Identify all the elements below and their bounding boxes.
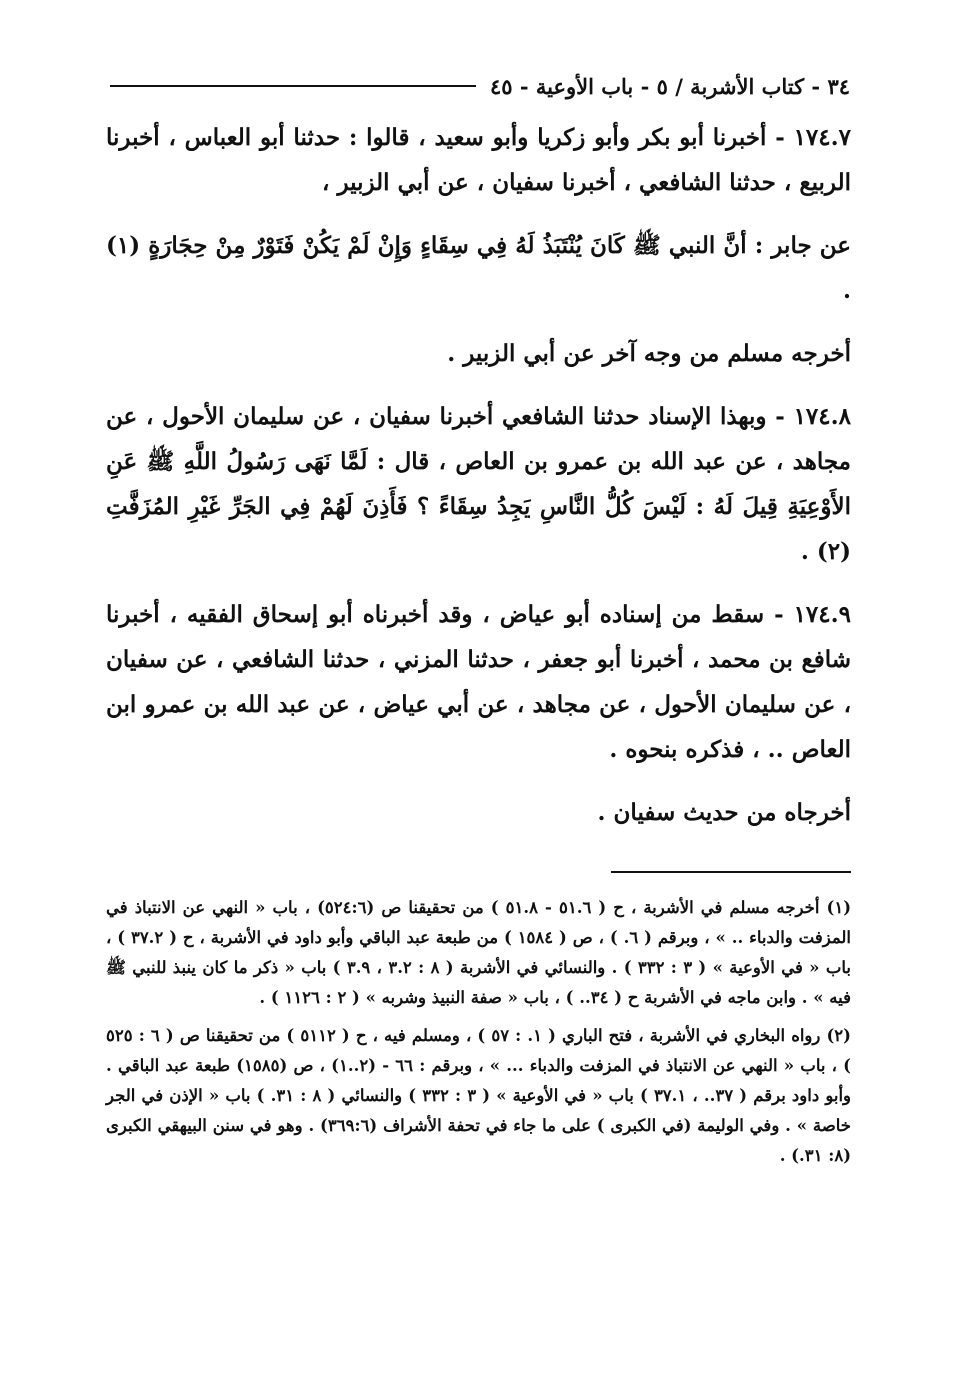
running-head-title: ٣٤ - كتاب الأشربة / ٥ - باب الأوعية - ٤٥	[489, 73, 850, 99]
running-head	[110, 66, 850, 106]
hadith-number: ١٧٤.٨ -	[775, 403, 851, 430]
paragraph-174-9	[106, 592, 851, 772]
footnote-separator	[611, 871, 851, 873]
footnote-2: (٢) رواه البخاري في الأشربة ، فتح الباري ( ١. : ٥٧ ) ، ومسلم فيه ، ح ( ٥١١٢ ) من تحقيقنا ص ( ٦ : ٥٢٥ ) ، باب « النهي عن الانتباذ في المزفت والدباء ... » ، وبرقم : ٦٦ - (٢..١) ، ص (١٥٨٥) طبعة عبد الباقي . وأبو داود برقم ( ٣٧.. ، ٣٧.١ ) باب « في الأوعية » ( ٣ : ٣٣٢ ) والنسائي ( ٨ : ٣١. ) باب « الإذن في الجر خاصة » . وفي الوليمة (في الكبرى ) على ما جاء في تحفة الأشراف (٣٦٩:٦) . وهو في سنن البيهقي الكبرى (٨: ٣١.) .	[106, 1026, 851, 1165]
paragraph-text: عن جابر : أنَّ النبي ﷺ كَانَ يُنْتَبَذُ لَهُ فِي سِقَاءٍ وَإِنْ لَمْ يَكُنْ فَتَوْرٌ مِنْ حِجَارَةٍ (١) .	[106, 232, 851, 304]
paragraph-text: أخرجه مسلم من وجه آخر عن أبي الزبير .	[447, 340, 851, 367]
hadith-number: ١٧٤.٧ -	[775, 124, 851, 151]
paragraph-jabir	[106, 223, 851, 313]
paragraph-takhrij-1	[106, 331, 851, 376]
paragraph-text: وبهذا الإسناد حدثنا الشافعي أخبرنا سفيان ، عن سليمان الأحول ، عن مجاهد ، عن عبد الله بن عمرو بن العاص ، قال : لَمَّا نَهَى رَسُولُ اللَّهِ ﷺ عَنِ الأَوْعِيَةِ قِيلَ لَهُ : لَيْسَ كُلُّ النَّاسِ يَجِدُ سِقَاءً ؟ فَأَذِنَ لَهُمْ فِي الجَرِّ غَيْرِ المُزَفَّتِ (٢) .	[106, 403, 851, 565]
paragraph-174-8	[106, 394, 851, 574]
header-rule	[110, 85, 476, 87]
hadith-number: ١٧٤.٩ -	[774, 601, 851, 628]
paragraph-text: أخرجاه من حديث سفيان .	[597, 799, 851, 826]
paragraph-174-7	[106, 115, 851, 205]
paragraph-text: أخبرنا أبو بكر وأبو زكريا وأبو سعيد ، قالوا : حدثنا أبو العباس ، أخبرنا الربيع ، حدثنا الشافعي ، أخبرنا سفيان ، عن أبي الزبير ،	[106, 124, 851, 196]
footnote-1: (١) أخرجه مسلم في الأشربة ، ح ( ٥١.٦ - ٥١.٨ ) من تحقيقنا ص (٥٢٤:٦) ، باب « النهي عن الانتباذ في المزفت والدباء .. » ، وبرقم ( ٦. ) ، ص ( ١٥٨٤ ) من طبعة عبد الباقي وأبو داود في الأشربة ، ح ( ٣٧.٢ ) ، باب « في الأوعية » ( ٣ : ٣٣٢ ) . والنسائي في الأشربة ( ٨ : ٣.٢ ، ٣.٩ ) باب « ذكر ما كان ينبذ للنبي ﷺ فيه » . وابن ماجه في الأشربة ح ( ٣٤.. ) ، باب « صفة النبيذ وشربه » ( ٢ : ١١٢٦ ) .	[106, 898, 851, 1007]
footnotes	[106, 893, 851, 1179]
main-text	[106, 115, 851, 853]
paragraph-takhrij-2	[106, 790, 851, 835]
paragraph-text: سقط من إسناده أبو عياض ، وقد أخبرناه أبو إسحاق الفقيه ، أخبرنا شافع بن محمد ، أخبرنا أبو جعفر ، حدثنا المزني ، حدثنا الشافعي ، عن سفيان ، عن سليمان الأحول ، عن مجاهد ، عن أبي عياض ، عن عبد الله بن عمرو ابن العاص .. ، فذكره بنحوه .	[106, 601, 851, 763]
